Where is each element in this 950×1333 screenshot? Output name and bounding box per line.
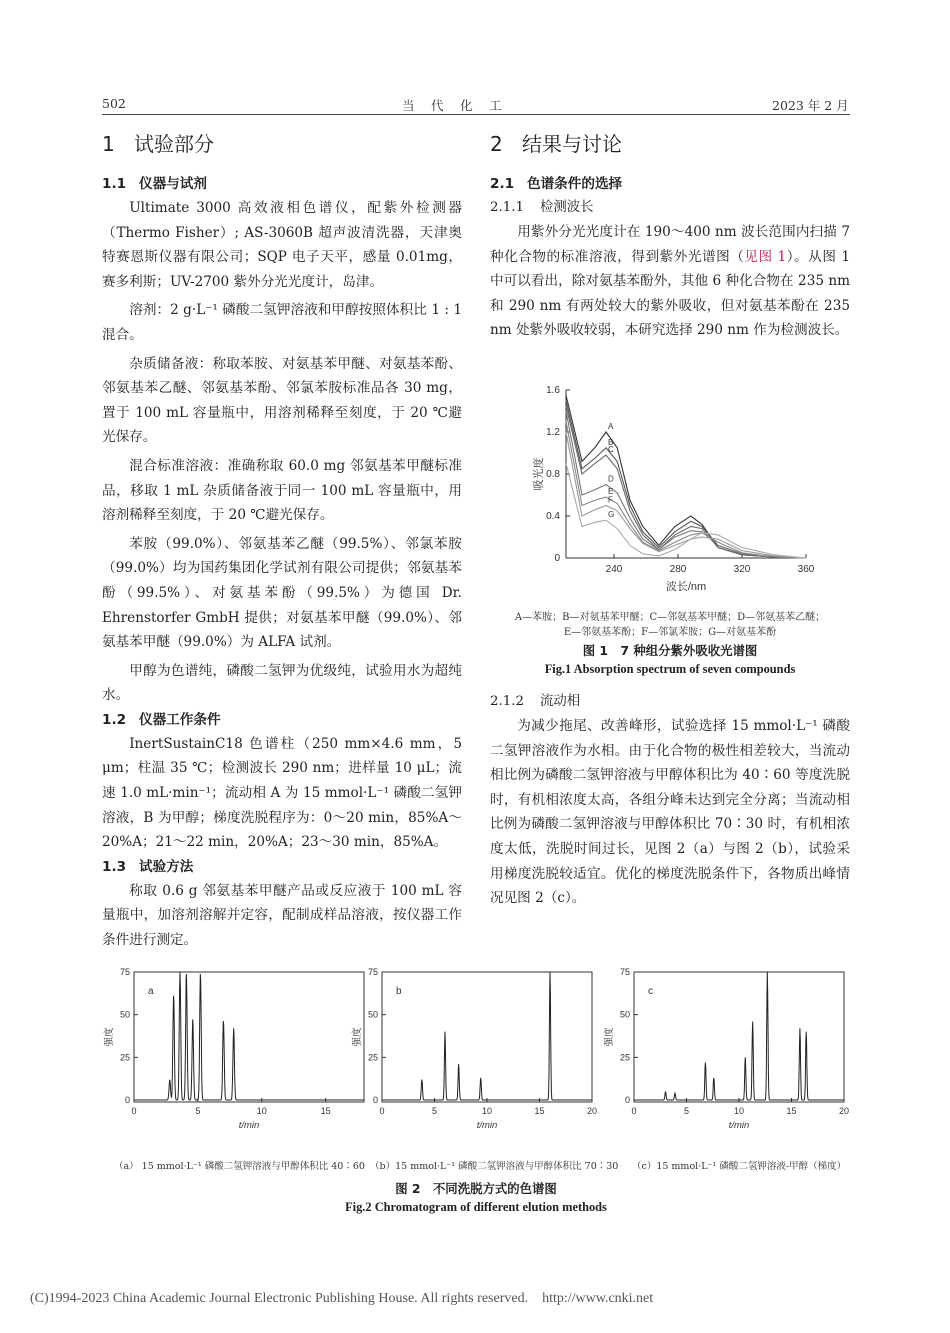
uv-spectrum-chart: [528, 382, 828, 612]
y-axis-label: 吸光度: [533, 457, 545, 491]
y-tick-label: 1.6: [546, 385, 560, 396]
subsection-2-1-heading: [490, 172, 850, 196]
series-label: G: [608, 510, 615, 520]
subsection-title: 仪器与试剂: [139, 176, 207, 192]
issue-date: 2023 年 2 月: [772, 98, 849, 113]
section-1-heading: [102, 124, 462, 164]
x-tick-label: 10: [733, 1106, 745, 1116]
series-label: E: [608, 487, 614, 497]
chromatogram-trace: [382, 972, 592, 1100]
section-number: 2: [490, 132, 503, 156]
series-label: F: [608, 495, 613, 505]
figure-1-legend: A—苯胺；B—对氨基苯甲醚；C—邻氨基苯甲醚；D—邻氨基苯乙醚；: [514, 612, 826, 623]
journal-name: 当 代 化 工: [402, 98, 504, 113]
paragraph: [490, 220, 850, 343]
subsection-title: 仪器工作条件: [139, 711, 221, 728]
x-tick-label: 20: [586, 1106, 598, 1116]
y-tick-label: 75: [119, 967, 130, 977]
x-tick-label: 10: [481, 1106, 493, 1116]
section-title: 结果与讨论: [522, 132, 622, 156]
figure-2-caption-en: Fig.2 Chromatogram of different elution methods: [345, 1200, 607, 1214]
section-2-heading: [490, 124, 850, 164]
y-tick-label: 50: [619, 1009, 630, 1020]
subsection-number: 2.1: [490, 176, 515, 192]
x-tick-label: 10: [256, 1106, 267, 1116]
subsection-title: 检测波长: [540, 200, 594, 215]
left-column: [102, 124, 462, 953]
figure-1-legend: E—邻氨基苯酚；F—邻氯苯胺；G—对氨基苯酚: [563, 627, 777, 638]
paragraph: InertSustainC18 色谱柱（250 mm×4.6 mm，5 μm；柱温 35 ℃；检测波长 290 nm；进样量 10 μL；流速 1.0 mL·min⁻¹；流动相 A 为 15 mmol·L⁻¹ 磷酸二氢钾溶液，B 为甲醇；梯度洗脱程序为：0～20 min，85%A～20%A；21～22 min，20%A；23～30 min，85%A。: [102, 735, 462, 851]
paragraph: 溶剂：2 g·L⁻¹ 磷酸二氢钾溶液和甲醇按照体积比 1 : 1 混合。: [102, 302, 462, 343]
x-tick-label: 5: [683, 1106, 690, 1116]
subsection-title: 流动相: [540, 694, 581, 709]
subfigure-a-caption: （a） 15 mmol·L⁻¹ 磷酸二氢钾溶液与甲醇体积比 40∶60: [114, 1161, 365, 1172]
x-axis-label: t/min: [476, 1120, 498, 1131]
y-axis-label: 强度: [104, 1027, 115, 1047]
x-tick-label: 15: [786, 1106, 797, 1116]
text-span: ）。从图 1 中可以看出，除对氨基苯酚外，其他 6 种化合物在 235 nm 和 290 nm 有两处较大的紫外吸收，但对氨基苯酚在 235 nm 处紫外吸收较弱，本研究选择 290 nm 作为检测波长。: [490, 248, 850, 339]
y-tick-label: 0: [624, 1095, 630, 1105]
x-tick-label: 5: [431, 1106, 438, 1116]
right-column-continued: [490, 690, 850, 911]
x-axis-label: 波长/nm: [665, 581, 707, 593]
paragraph: 杂质储备液：称取苯胺、对氨基苯甲醚、对氨基苯酚、邻氨基苯乙醚、邻氨基苯酚、邻氯苯胺标准品各 30 mg，置于 100 mL 容量瓶中，用溶剂稀释至刻度，于 20 ℃避光保存。: [102, 355, 462, 446]
subsection-title: 色谱条件的选择: [527, 176, 623, 192]
y-tick-label: 25: [619, 1052, 630, 1063]
x-tick-label: 320: [733, 564, 751, 575]
y-tick-label: 0.4: [546, 511, 560, 522]
spectrum-line-B: [566, 401, 806, 559]
subsection-2-1-1-heading: [490, 196, 850, 220]
figure-1-link[interactable]: 见图 1: [744, 248, 787, 265]
subsection-1-1-heading: [102, 172, 462, 196]
x-tick-label: 240: [605, 564, 623, 575]
x-tick-label: 20: [838, 1106, 850, 1116]
subsection-1-2-heading: [102, 708, 462, 732]
subsection-number: 1.2: [102, 711, 127, 728]
spectrum-line-A: [566, 395, 806, 558]
spectrum-line-D: [566, 411, 806, 558]
text-span: 用紫外分光光度计在 190～400 nm 波长范围内扫描 7 种化合物的标准溶液，得到紫外光谱图（: [490, 224, 850, 265]
x-tick-label: 360: [797, 564, 815, 575]
y-tick-label: 0.8: [546, 469, 560, 480]
paragraph: 苯胺（99.0%）、邻氨基苯乙醚（99.5%）、邻氯苯胺（99.0%）均为国药集团化学试剂有限公司提供；邻氨基苯酚（99.5%）、对氨基苯酚（99.5%）为德国 Dr. Ehrenstorfer GmbH 提供；对氨基苯甲醚（99.0%）、邻氨基苯甲醚（99.0%）为 ALFA 试剂。: [102, 535, 462, 651]
series-label: B: [608, 437, 614, 447]
paragraph: 混合标准溶液：准确称取 60.0 mg 邻氨基苯甲醚标准品，移取 1 mL 杂质储备液于同一 100 mL 容量瓶中，用溶剂稀释至刻度，于 20 ℃避光保存。: [102, 457, 462, 524]
subsection-title: 试验方法: [139, 858, 194, 875]
x-axis-label: t/min: [728, 1120, 750, 1131]
plot-frame: [382, 972, 592, 1102]
spectrum-line-E: [566, 422, 806, 559]
subsection-number: 2.1.2: [490, 694, 525, 709]
y-tick-label: 0: [124, 1095, 130, 1105]
y-tick-label: 75: [619, 967, 630, 977]
paragraph: 称取 0.6 g 邻氨基苯甲醚产品或反应液于 100 mL 容量瓶中，加溶剂溶解并定容，配制成样品溶液，按仪器工作条件进行测定。: [102, 882, 462, 949]
chromatogram-trace: [634, 972, 844, 1100]
y-tick-label: 75: [367, 967, 378, 977]
panel-label: a: [148, 986, 154, 997]
copyright-footer: (C)1994-2023 China Academic Journal Electronic Publishing House. All rights reserved. http://www.cnki.net: [30, 1291, 654, 1306]
y-tick-label: 25: [367, 1052, 378, 1063]
x-tick-label: 280: [669, 564, 687, 575]
subsection-1-3-heading: [102, 855, 462, 879]
subsection-number: 1.3: [102, 858, 127, 875]
panel-label: b: [396, 986, 402, 997]
y-tick-label: 50: [119, 1009, 130, 1020]
y-axis-label: 强度: [352, 1027, 363, 1047]
right-column: [490, 124, 850, 343]
x-tick-label: 5: [195, 1106, 201, 1116]
section-number: 1: [102, 132, 115, 156]
subfigure-c-caption: （c）15 mmol·L⁻¹ 磷酸二氢钾溶液-甲醇（梯度）: [632, 1161, 847, 1172]
spectrum-line-G: [566, 464, 806, 559]
y-axis-label: 强度: [604, 1027, 615, 1047]
figure-1-caption: 图 1 7 种组分紫外吸收光谱图: [582, 643, 758, 658]
y-tick-label: 25: [119, 1052, 130, 1063]
x-tick-label: 0: [131, 1106, 137, 1116]
page-number: 502: [102, 96, 126, 111]
series-label: A: [608, 422, 614, 431]
header-rule: [102, 114, 850, 115]
subsection-2-1-2-heading: [490, 690, 850, 714]
figure-2-caption: 图 2 不同洗脱方式的色谱图: [395, 1181, 557, 1196]
y-tick-label: 1.2: [546, 427, 560, 438]
x-tick-label: 15: [534, 1106, 545, 1116]
series-label: D: [608, 474, 614, 484]
x-tick-label: 0: [631, 1106, 637, 1116]
subfigure-b-caption: （b）15 mmol·L⁻¹ 磷酸二氢钾溶液与甲醇体积比 70∶30: [370, 1161, 619, 1172]
spectrum-line-C: [566, 406, 806, 558]
paragraph: 为减少拖尾、改善峰形，试验选择 15 mmol·L⁻¹ 磷酸二氢钾溶液作为水相。由于化合物的极性相差较大，当流动相比例为磷酸二氢钾溶液与甲醇体积比为 40∶60 等度洗脱时，有机相浓度太高，各组分峰未达到完全分离；当流动相比例为磷酸二氢钾溶液与甲醇体积比 70∶30 时，有机相浓度太低，洗脱时间过长，见图 2（a）与图 2（b），试验采用梯度洗脱较适宜。优化的梯度洗脱条件下，各物质出峰情况见图 2（c）。: [490, 718, 850, 907]
chromatogram-c: [600, 962, 850, 1152]
x-tick-label: 0: [379, 1106, 385, 1116]
y-tick-label: 0: [372, 1095, 378, 1105]
panel-label: c: [648, 986, 653, 997]
paragraph: 甲醇为色谱纯，磷酸二氢钾为优级纯，试验用水为超纯水。: [102, 662, 462, 704]
figure-1-caption-block: [490, 610, 850, 678]
subsection-number: 1.1: [102, 176, 127, 192]
figure-1-caption-en: Fig.1 Absorption spectrum of seven compounds: [544, 662, 796, 676]
y-tick-label: 0: [554, 553, 560, 564]
x-tick-label: 15: [320, 1106, 331, 1116]
chromatogram-b: [348, 962, 598, 1152]
figure-2-caption-block: [102, 1180, 850, 1216]
chromatogram-trace: [134, 972, 364, 1100]
paragraph: Ultimate 3000 高效液相色谱仪，配紫外检测器（Thermo Fisher）; AS-3060B 超声波清洗器，天津奥特赛恩斯仪器有限公司；SQP 电子天平，感量 0.01mg，赛多利斯；UV-2700 紫外分光光度计，岛津。: [102, 200, 462, 290]
y-tick-label: 50: [367, 1009, 378, 1020]
plot-frame: [134, 972, 364, 1102]
subsection-number: 2.1.1: [490, 200, 525, 215]
plot-frame: [634, 972, 844, 1102]
chromatogram-a: [100, 962, 370, 1152]
x-axis-label: t/min: [238, 1120, 260, 1131]
series-label: C: [608, 445, 614, 455]
section-title: 试验部分: [134, 132, 214, 156]
